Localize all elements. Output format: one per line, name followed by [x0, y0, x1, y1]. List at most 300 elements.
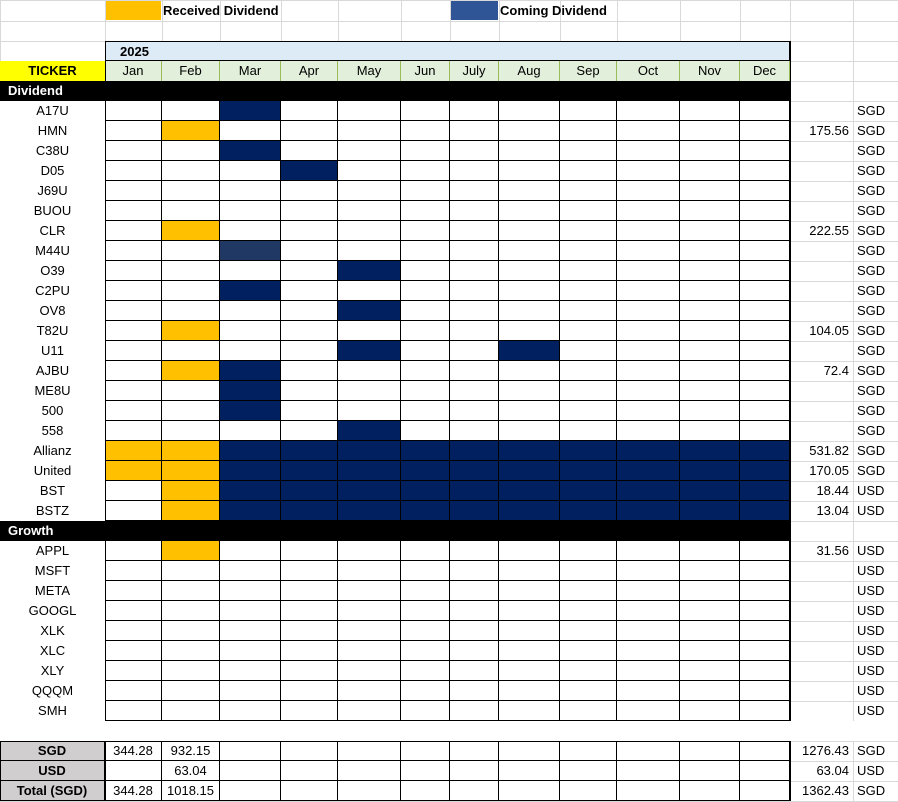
month-cell[interactable] — [105, 701, 162, 721]
month-cell[interactable] — [560, 421, 617, 441]
month-cell[interactable] — [450, 501, 499, 521]
month-cell[interactable] — [560, 541, 617, 561]
month-cell[interactable] — [560, 701, 617, 721]
month-cell[interactable] — [680, 421, 740, 441]
month-cell[interactable] — [450, 361, 499, 381]
month-cell[interactable] — [105, 181, 162, 201]
month-cell[interactable] — [680, 461, 740, 481]
currency-cell[interactable]: SGD — [857, 283, 886, 298]
month-cell[interactable] — [560, 601, 617, 621]
month-cell[interactable] — [338, 181, 401, 201]
month-cell[interactable] — [338, 601, 401, 621]
month-cell[interactable] — [401, 101, 450, 121]
month-cell[interactable] — [740, 541, 790, 561]
month-cell[interactable] — [680, 561, 740, 581]
currency-cell[interactable]: USD — [857, 703, 885, 718]
month-cell[interactable] — [740, 461, 790, 481]
month-cell[interactable] — [162, 421, 220, 441]
month-cell[interactable] — [560, 341, 617, 361]
ticker-cell[interactable]: GOOGL — [28, 603, 77, 618]
month-cell[interactable] — [450, 281, 499, 301]
currency-cell[interactable]: SGD — [857, 403, 886, 418]
total-cell[interactable] — [790, 601, 853, 621]
month-cell[interactable] — [401, 541, 450, 561]
month-cell[interactable] — [105, 261, 162, 281]
summary-month-cell[interactable] — [450, 761, 499, 781]
month-cell[interactable] — [105, 381, 162, 401]
month-cell[interactable] — [450, 441, 499, 461]
ticker-cell[interactable]: HMN — [37, 123, 68, 138]
month-cell[interactable] — [401, 121, 450, 141]
month-cell[interactable] — [162, 281, 220, 301]
month-cell[interactable] — [560, 261, 617, 281]
total-cell[interactable] — [790, 581, 853, 601]
ticker-cell[interactable]: XLC — [39, 643, 66, 658]
month-cell[interactable] — [450, 341, 499, 361]
ticker-cell[interactable]: SMH — [38, 703, 67, 718]
month-cell[interactable] — [220, 201, 281, 221]
total-cell[interactable] — [790, 401, 853, 421]
month-cell[interactable] — [680, 301, 740, 321]
month-cell[interactable] — [740, 121, 790, 141]
month-cell[interactable] — [281, 401, 338, 421]
month-cell[interactable] — [338, 501, 401, 521]
total-cell[interactable] — [790, 101, 853, 121]
summary-month-cell[interactable]: 1018.15 — [162, 781, 220, 801]
month-cell[interactable] — [617, 441, 680, 461]
month-cell[interactable] — [401, 221, 450, 241]
summary-month-cell[interactable] — [401, 741, 450, 761]
month-cell[interactable] — [401, 681, 450, 701]
currency-cell[interactable]: SGD — [857, 183, 886, 198]
summary-month-cell[interactable] — [680, 741, 740, 761]
month-cell[interactable] — [105, 241, 162, 261]
currency-cell[interactable]: USD — [857, 543, 885, 558]
month-cell[interactable] — [740, 241, 790, 261]
month-cell[interactable] — [740, 661, 790, 681]
month-cell[interactable] — [617, 101, 680, 121]
month-cell[interactable] — [401, 561, 450, 581]
month-cell[interactable] — [162, 661, 220, 681]
month-cell[interactable] — [680, 581, 740, 601]
month-cell[interactable] — [617, 321, 680, 341]
month-cell[interactable] — [220, 601, 281, 621]
currency-cell[interactable]: SGD — [857, 383, 886, 398]
month-cell[interactable] — [162, 181, 220, 201]
total-cell[interactable] — [790, 661, 853, 681]
month-cell[interactable] — [499, 621, 560, 641]
month-cell[interactable] — [499, 241, 560, 261]
month-cell[interactable] — [338, 221, 401, 241]
month-cell[interactable] — [450, 241, 499, 261]
total-cell[interactable] — [790, 161, 853, 181]
month-cell[interactable] — [499, 281, 560, 301]
month-cell[interactable] — [281, 141, 338, 161]
month-cell[interactable] — [401, 441, 450, 461]
month-cell[interactable] — [740, 401, 790, 421]
month-cell[interactable] — [450, 321, 499, 341]
month-cell[interactable] — [220, 581, 281, 601]
month-cell[interactable] — [560, 401, 617, 421]
currency-cell[interactable]: SGD — [857, 343, 886, 358]
month-cell[interactable] — [281, 681, 338, 701]
month-cell[interactable] — [560, 301, 617, 321]
month-cell[interactable] — [450, 661, 499, 681]
summary-month-cell[interactable] — [450, 741, 499, 761]
month-cell[interactable] — [499, 581, 560, 601]
month-cell[interactable] — [450, 181, 499, 201]
month-cell[interactable] — [450, 701, 499, 721]
month-cell[interactable] — [220, 481, 281, 501]
month-cell[interactable] — [450, 121, 499, 141]
month-cell[interactable] — [680, 181, 740, 201]
ticker-cell[interactable]: 558 — [41, 423, 64, 438]
month-cell[interactable] — [338, 541, 401, 561]
month-cell[interactable] — [401, 381, 450, 401]
month-header-jun[interactable]: Jun — [401, 61, 450, 81]
month-cell[interactable] — [401, 481, 450, 501]
month-cell[interactable] — [617, 161, 680, 181]
month-cell[interactable] — [450, 581, 499, 601]
month-cell[interactable] — [105, 321, 162, 341]
month-cell[interactable] — [740, 701, 790, 721]
summary-month-cell[interactable]: 932.15 — [162, 741, 220, 761]
month-cell[interactable] — [281, 601, 338, 621]
total-cell[interactable] — [790, 381, 853, 401]
month-cell[interactable] — [220, 661, 281, 681]
month-cell[interactable] — [281, 441, 338, 461]
month-cell[interactable] — [338, 301, 401, 321]
month-cell[interactable] — [401, 241, 450, 261]
month-cell[interactable] — [740, 361, 790, 381]
month-cell[interactable] — [105, 681, 162, 701]
month-cell[interactable] — [560, 141, 617, 161]
month-cell[interactable] — [162, 161, 220, 181]
month-cell[interactable] — [740, 181, 790, 201]
summary-label[interactable]: Total (SGD) — [0, 781, 105, 801]
month-cell[interactable] — [162, 261, 220, 281]
summary-month-cell[interactable] — [220, 781, 281, 801]
month-cell[interactable] — [162, 701, 220, 721]
month-cell[interactable] — [560, 661, 617, 681]
month-cell[interactable] — [680, 161, 740, 181]
month-cell[interactable] — [680, 681, 740, 701]
summary-month-cell[interactable] — [281, 781, 338, 801]
summary-month-cell[interactable] — [220, 741, 281, 761]
month-cell[interactable] — [105, 101, 162, 121]
ticker-cell[interactable]: MSFT — [34, 563, 71, 578]
month-cell[interactable] — [560, 641, 617, 661]
month-cell[interactable] — [105, 561, 162, 581]
month-cell[interactable] — [105, 621, 162, 641]
total-cell[interactable] — [790, 241, 853, 261]
month-cell[interactable] — [220, 541, 281, 561]
month-cell[interactable] — [499, 141, 560, 161]
month-cell[interactable] — [281, 541, 338, 561]
month-cell[interactable] — [220, 641, 281, 661]
summary-label[interactable]: USD — [0, 761, 105, 781]
month-cell[interactable] — [450, 461, 499, 481]
summary-total[interactable]: 1276.43 — [802, 743, 849, 758]
month-cell[interactable] — [499, 401, 560, 421]
month-cell[interactable] — [617, 701, 680, 721]
month-header-nov[interactable]: Nov — [680, 61, 740, 81]
month-cell[interactable] — [401, 201, 450, 221]
month-cell[interactable] — [162, 381, 220, 401]
month-cell[interactable] — [499, 561, 560, 581]
month-cell[interactable] — [450, 401, 499, 421]
month-cell[interactable] — [338, 241, 401, 261]
month-cell[interactable] — [560, 461, 617, 481]
total-cell[interactable]: 175.56 — [809, 123, 849, 138]
month-cell[interactable] — [680, 441, 740, 461]
total-cell[interactable] — [790, 701, 853, 721]
month-cell[interactable] — [680, 621, 740, 641]
month-cell[interactable] — [499, 361, 560, 381]
month-cell[interactable] — [338, 421, 401, 441]
total-cell[interactable]: 104.05 — [809, 323, 849, 338]
month-cell[interactable] — [499, 321, 560, 341]
month-header-dec[interactable]: Dec — [740, 61, 790, 81]
month-cell[interactable] — [338, 621, 401, 641]
month-cell[interactable] — [338, 401, 401, 421]
summary-month-cell[interactable] — [617, 781, 680, 801]
summary-month-cell[interactable] — [338, 741, 401, 761]
ticker-cell[interactable]: A17U — [36, 103, 69, 118]
summary-total[interactable]: 63.04 — [816, 763, 849, 778]
ticker-cell[interactable]: 500 — [41, 403, 64, 418]
month-cell[interactable] — [281, 461, 338, 481]
currency-cell[interactable]: USD — [857, 603, 885, 618]
month-cell[interactable] — [162, 341, 220, 361]
month-cell[interactable] — [338, 441, 401, 461]
month-cell[interactable] — [281, 181, 338, 201]
month-cell[interactable] — [338, 461, 401, 481]
month-cell[interactable] — [740, 421, 790, 441]
summary-month-cell[interactable] — [499, 761, 560, 781]
currency-cell[interactable]: SGD — [857, 243, 886, 258]
month-header-mar[interactable]: Mar — [220, 61, 281, 81]
month-cell[interactable] — [617, 481, 680, 501]
month-cell[interactable] — [338, 261, 401, 281]
currency-cell[interactable]: USD — [857, 563, 885, 578]
month-cell[interactable] — [499, 441, 560, 461]
total-cell[interactable] — [790, 181, 853, 201]
month-cell[interactable] — [401, 141, 450, 161]
month-cell[interactable] — [740, 681, 790, 701]
ticker-header[interactable]: TICKER — [0, 61, 105, 81]
summary-currency[interactable]: SGD — [857, 743, 886, 758]
month-cell[interactable] — [560, 221, 617, 241]
month-cell[interactable] — [617, 121, 680, 141]
month-cell[interactable] — [281, 221, 338, 241]
month-cell[interactable] — [162, 601, 220, 621]
month-cell[interactable] — [338, 681, 401, 701]
ticker-cell[interactable]: C38U — [35, 143, 70, 158]
currency-cell[interactable]: USD — [857, 503, 885, 518]
month-cell[interactable] — [220, 261, 281, 281]
month-cell[interactable] — [105, 401, 162, 421]
month-cell[interactable] — [338, 481, 401, 501]
summary-month-cell[interactable] — [740, 741, 790, 761]
summary-currency[interactable]: USD — [857, 763, 885, 778]
ticker-cell[interactable]: T82U — [36, 323, 69, 338]
month-cell[interactable] — [338, 661, 401, 681]
currency-cell[interactable]: SGD — [857, 123, 886, 138]
month-cell[interactable] — [220, 101, 281, 121]
month-cell[interactable] — [162, 681, 220, 701]
month-header-may[interactable]: May — [338, 61, 401, 81]
month-cell[interactable] — [401, 621, 450, 641]
month-cell[interactable] — [338, 701, 401, 721]
month-cell[interactable] — [499, 261, 560, 281]
month-cell[interactable] — [499, 381, 560, 401]
month-cell[interactable] — [162, 581, 220, 601]
month-cell[interactable] — [617, 461, 680, 481]
month-cell[interactable] — [617, 581, 680, 601]
month-cell[interactable] — [680, 401, 740, 421]
month-cell[interactable] — [740, 141, 790, 161]
month-cell[interactable] — [220, 361, 281, 381]
total-cell[interactable]: 170.05 — [809, 463, 849, 478]
currency-cell[interactable]: SGD — [857, 203, 886, 218]
currency-cell[interactable]: SGD — [857, 363, 886, 378]
total-cell[interactable] — [790, 201, 853, 221]
total-cell[interactable] — [790, 341, 853, 361]
summary-month-cell[interactable] — [617, 761, 680, 781]
month-cell[interactable] — [162, 541, 220, 561]
month-cell[interactable] — [499, 701, 560, 721]
month-cell[interactable] — [740, 261, 790, 281]
summary-month-cell[interactable] — [338, 781, 401, 801]
month-cell[interactable] — [338, 321, 401, 341]
month-cell[interactable] — [740, 321, 790, 341]
month-cell[interactable] — [680, 501, 740, 521]
ticker-cell[interactable]: XLY — [40, 663, 65, 678]
month-cell[interactable] — [617, 141, 680, 161]
month-cell[interactable] — [680, 381, 740, 401]
month-cell[interactable] — [450, 201, 499, 221]
month-cell[interactable] — [560, 381, 617, 401]
month-cell[interactable] — [401, 281, 450, 301]
month-cell[interactable] — [740, 101, 790, 121]
month-cell[interactable] — [220, 221, 281, 241]
month-cell[interactable] — [281, 101, 338, 121]
month-cell[interactable] — [338, 361, 401, 381]
month-cell[interactable] — [338, 381, 401, 401]
summary-currency[interactable]: SGD — [857, 783, 886, 798]
month-cell[interactable] — [450, 481, 499, 501]
month-cell[interactable] — [740, 381, 790, 401]
month-cell[interactable] — [680, 601, 740, 621]
month-cell[interactable] — [281, 201, 338, 221]
month-header-aug[interactable]: Aug — [499, 61, 560, 81]
month-cell[interactable] — [680, 701, 740, 721]
month-cell[interactable] — [401, 601, 450, 621]
currency-cell[interactable]: SGD — [857, 223, 886, 238]
summary-month-cell[interactable] — [499, 741, 560, 761]
month-cell[interactable] — [162, 121, 220, 141]
month-cell[interactable] — [401, 581, 450, 601]
month-cell[interactable] — [450, 421, 499, 441]
month-cell[interactable] — [560, 121, 617, 141]
month-cell[interactable] — [220, 461, 281, 481]
month-cell[interactable] — [450, 621, 499, 641]
month-cell[interactable] — [105, 541, 162, 561]
month-cell[interactable] — [617, 181, 680, 201]
ticker-cell[interactable]: U11 — [41, 343, 64, 358]
month-cell[interactable] — [740, 581, 790, 601]
month-cell[interactable] — [338, 161, 401, 181]
month-cell[interactable] — [105, 421, 162, 441]
month-cell[interactable] — [162, 301, 220, 321]
month-cell[interactable] — [220, 401, 281, 421]
summary-month-cell[interactable] — [401, 781, 450, 801]
month-cell[interactable] — [162, 201, 220, 221]
summary-month-cell[interactable] — [105, 761, 162, 781]
month-cell[interactable] — [401, 341, 450, 361]
month-cell[interactable] — [338, 121, 401, 141]
month-cell[interactable] — [220, 341, 281, 361]
month-cell[interactable] — [220, 181, 281, 201]
month-cell[interactable] — [740, 501, 790, 521]
month-cell[interactable] — [560, 101, 617, 121]
month-cell[interactable] — [499, 501, 560, 521]
month-cell[interactable] — [105, 461, 162, 481]
month-cell[interactable] — [162, 361, 220, 381]
month-cell[interactable] — [281, 261, 338, 281]
month-cell[interactable] — [450, 561, 499, 581]
month-cell[interactable] — [220, 161, 281, 181]
month-cell[interactable] — [105, 661, 162, 681]
month-cell[interactable] — [338, 281, 401, 301]
month-cell[interactable] — [499, 461, 560, 481]
month-cell[interactable] — [162, 141, 220, 161]
month-cell[interactable] — [220, 561, 281, 581]
month-cell[interactable] — [450, 601, 499, 621]
total-cell[interactable]: 72.4 — [823, 363, 849, 378]
month-cell[interactable] — [499, 681, 560, 701]
summary-month-cell[interactable] — [281, 741, 338, 761]
ticker-cell[interactable]: APPL — [35, 543, 70, 558]
month-cell[interactable] — [162, 461, 220, 481]
total-cell[interactable]: 18.44 — [816, 483, 849, 498]
ticker-cell[interactable]: J69U — [37, 183, 68, 198]
total-cell[interactable]: 31.56 — [816, 543, 849, 558]
month-cell[interactable] — [617, 201, 680, 221]
month-cell[interactable] — [338, 561, 401, 581]
month-cell[interactable] — [499, 601, 560, 621]
month-cell[interactable] — [499, 121, 560, 141]
month-cell[interactable] — [220, 121, 281, 141]
currency-cell[interactable]: USD — [857, 583, 885, 598]
month-cell[interactable] — [680, 101, 740, 121]
month-cell[interactable] — [560, 581, 617, 601]
month-cell[interactable] — [560, 321, 617, 341]
total-cell[interactable] — [790, 621, 853, 641]
month-cell[interactable] — [162, 621, 220, 641]
month-cell[interactable] — [281, 241, 338, 261]
total-cell[interactable] — [790, 301, 853, 321]
currency-cell[interactable]: USD — [857, 643, 885, 658]
month-cell[interactable] — [105, 121, 162, 141]
summary-month-cell[interactable] — [281, 761, 338, 781]
month-cell[interactable] — [680, 541, 740, 561]
currency-cell[interactable]: SGD — [857, 443, 886, 458]
ticker-cell[interactable]: BST — [39, 483, 66, 498]
ticker-cell[interactable]: BSTZ — [35, 503, 70, 518]
month-cell[interactable] — [617, 401, 680, 421]
